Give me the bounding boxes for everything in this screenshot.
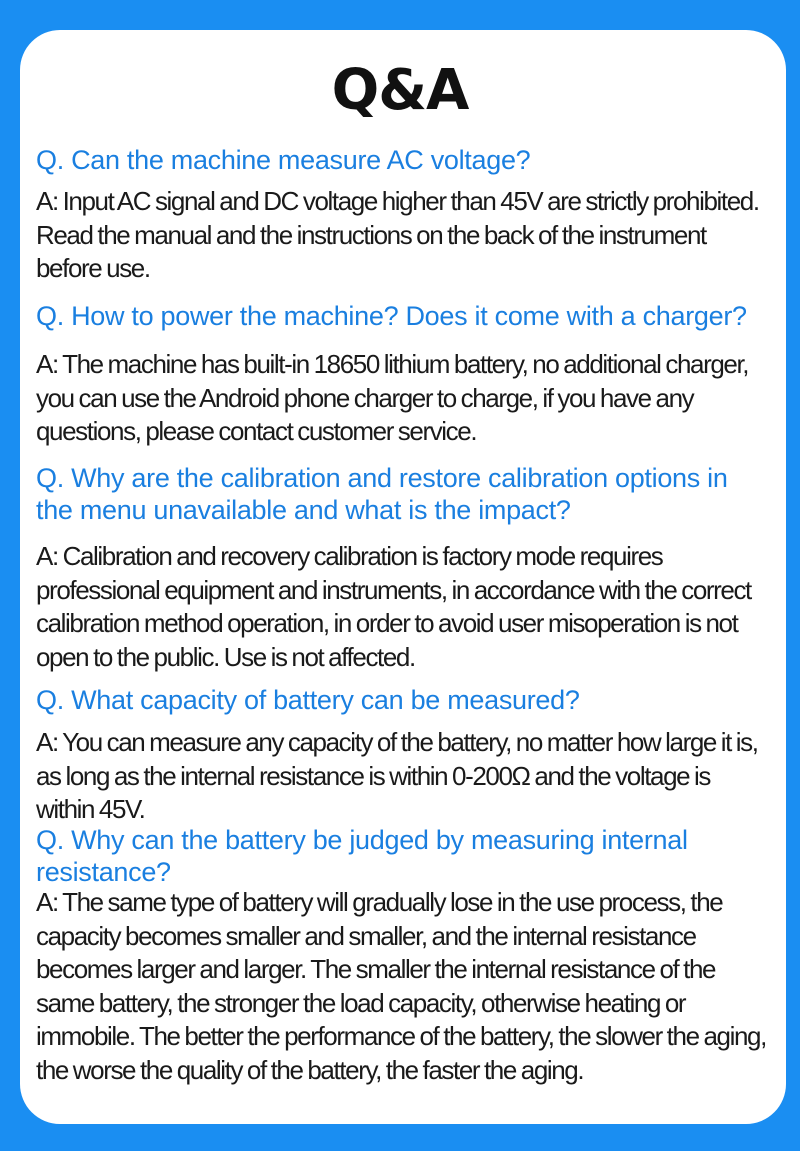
answer-4: A: You can measure any capacity of the battery, no matter how large it is, as long as the internal resistance is within 0-200Ω and the voltage is within 45V. <box>36 727 758 824</box>
answer-1: A: Input AC signal and DC voltage higher than 45V are strictly prohibited. Read the manual and the instructions on the back of the instrument before use. <box>36 186 759 283</box>
answer-2: A: The machine has built-in 18650 lithium battery, no additional charger, you can use the Android phone charger to charge, if you have any questions, please contact customer service. <box>36 349 749 446</box>
question-2: Q. How to power the machine? Does it come with a charger? <box>36 301 747 331</box>
question-3: Q. Why are the calibration and restore calibration options in the menu unavailable and what is the impact? <box>36 463 728 525</box>
answer-5: A: The same type of battery will gradually lose in the use process, the capacity becomes smaller and smaller, and the internal resistance becomes larger and larger. The smaller the internal resistance of the same battery, the stronger the load capacity, otherwise heating or immobile. The better the performance of the battery, the slower the aging, the worse the quality of the battery, the faster the aging. <box>36 887 766 1085</box>
question-4: Q. What capacity of battery can be measured? <box>36 685 580 715</box>
page-title: Q&A <box>331 58 469 123</box>
question-1: Q. Can the machine measure AC voltage? <box>36 145 531 175</box>
question-5: Q. Why can the battery be judged by measuring internal resistance? <box>36 825 688 887</box>
answer-3: A: Calibration and recovery calibration is factory mode requires professional equipment and instruments, in accordance with the correct calibration method operation, in order to avoid user misoperation is not open to the public. Use is not affected. <box>36 541 751 672</box>
